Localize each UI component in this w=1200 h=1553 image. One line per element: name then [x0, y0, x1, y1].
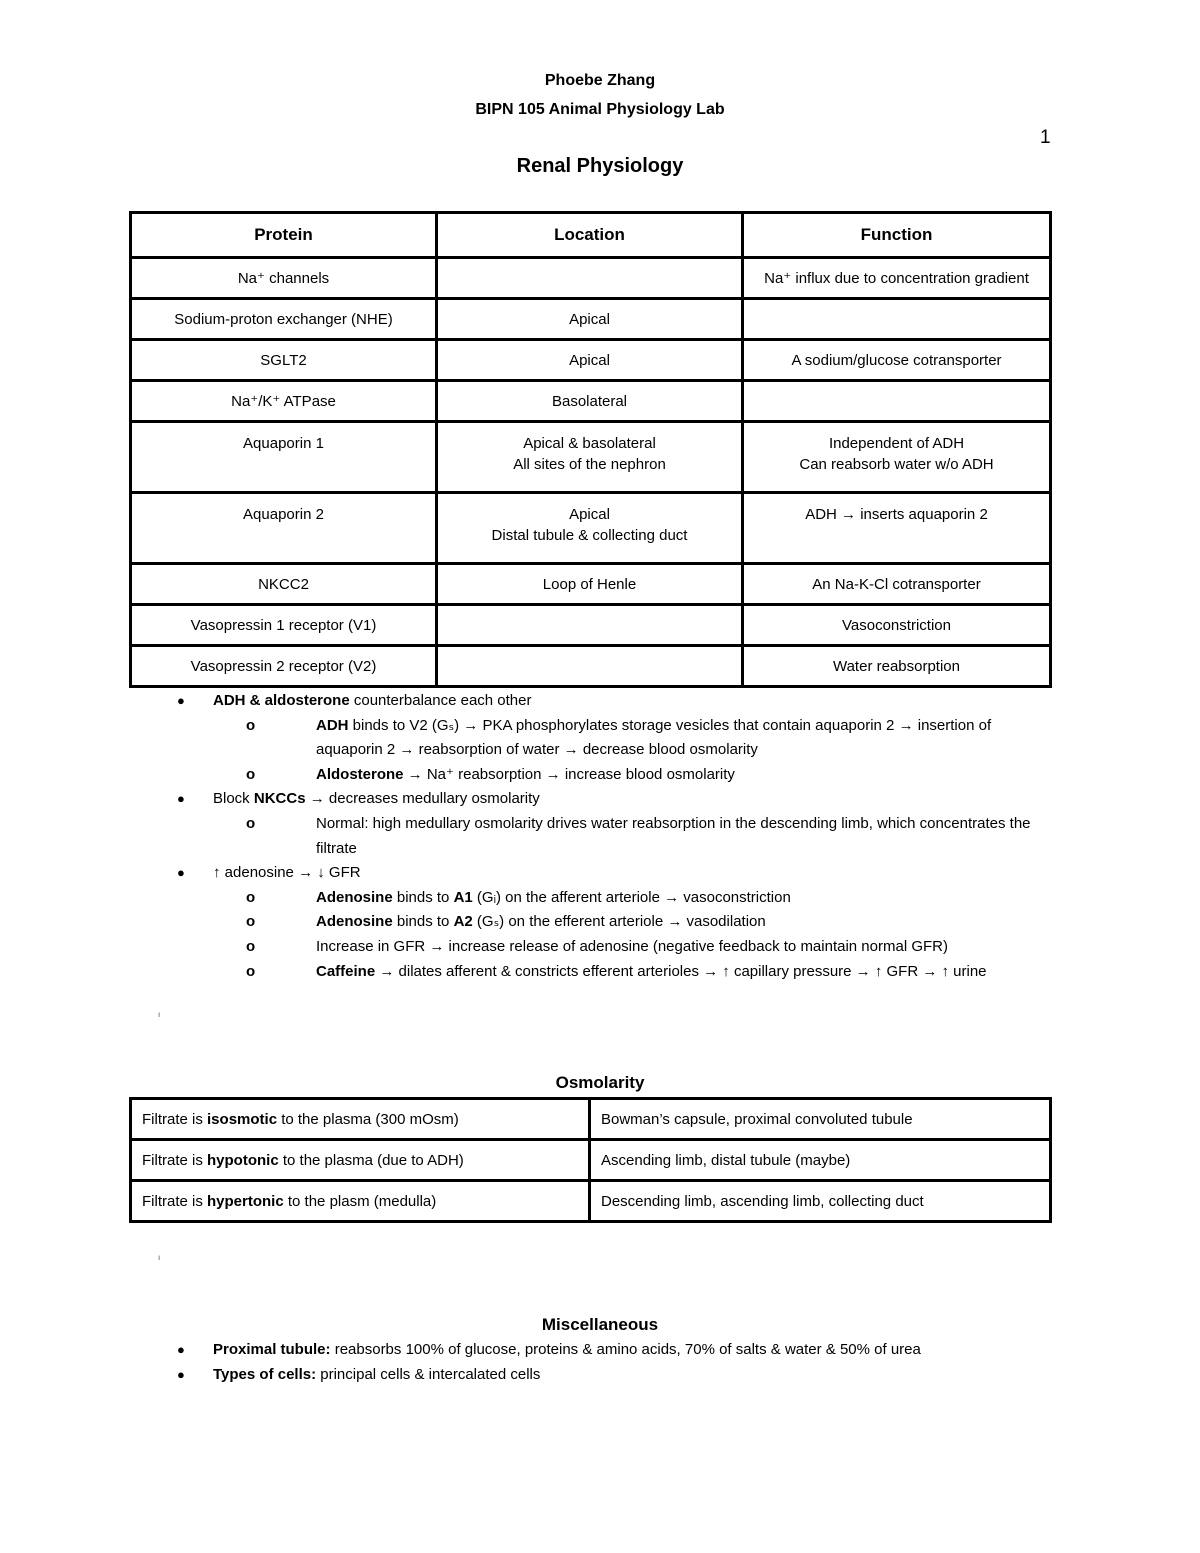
- author-name: Phoebe Zhang: [544, 72, 656, 89]
- misc-text: principal cells & intercalated cells: [316, 1365, 541, 1383]
- list-item: [246, 935, 1050, 960]
- location-line-1: Apical: [569, 506, 610, 523]
- location-cell: Bowman’s capsule, proximal convoluted tubule: [590, 1099, 1051, 1140]
- note-text: counterbalance each other: [349, 692, 532, 709]
- note-text: Block: [213, 790, 254, 808]
- page-number: 1: [1040, 127, 1051, 148]
- stray-mark: ı: [158, 1010, 161, 1019]
- table-row: [131, 299, 1051, 340]
- note-bold: A1: [453, 888, 473, 906]
- note-text: Increase in GFR → increase release of adenosine (negative feedback to maintain normal GFR): [316, 937, 948, 955]
- function-cell: An Na-K-Cl cotransporter: [743, 564, 1051, 605]
- list-item: [246, 812, 1050, 861]
- location-cell: [437, 422, 743, 493]
- misc-list: [180, 1338, 1050, 1387]
- list-item: [246, 886, 1050, 911]
- location-cell: Descending limb, ascending limb, collecting duct: [590, 1181, 1051, 1222]
- table-row: [131, 1099, 1051, 1140]
- function-cell: [743, 422, 1051, 493]
- function-cell: Water reabsorption: [743, 646, 1051, 687]
- note-bold: NKCCs: [253, 790, 306, 808]
- condition-text: Filtrate is: [142, 1192, 208, 1210]
- page-title: Renal Physiology: [516, 155, 684, 177]
- note-text: binds to: [392, 913, 454, 931]
- note-text: → Na⁺ reabsorption → increase blood osmolarity: [403, 765, 735, 783]
- table-row: [131, 605, 1051, 646]
- location-cell: Ascending limb, distal tubule (maybe): [590, 1140, 1051, 1181]
- stray-mark: ı: [158, 1253, 161, 1262]
- protein-cell: Aquaporin 2: [131, 493, 437, 564]
- protein-cell: Na⁺/K⁺ ATPase: [131, 381, 437, 422]
- list-item: [180, 861, 1050, 984]
- sub-list: [213, 812, 1050, 861]
- protein-cell: Na⁺ channels: [131, 258, 437, 299]
- misc-bold: Proximal tubule:: [213, 1341, 331, 1358]
- condition-text: to the plasma (300 mOsm): [277, 1110, 459, 1128]
- condition-bold: hypertonic: [207, 1192, 284, 1210]
- protein-table: [129, 211, 1052, 688]
- osmolarity-title: Osmolarity: [555, 1073, 645, 1092]
- note-text: (Gₛ) on the efferent arteriole → vasodilation: [472, 913, 766, 931]
- location-cell: Apical: [437, 340, 743, 381]
- function-cell: [743, 299, 1051, 340]
- misc-bold: Types of cells:: [213, 1365, 317, 1383]
- location-line-2: All sites of the nephron: [513, 456, 666, 473]
- location-cell: [437, 646, 743, 687]
- table-header-row: [131, 213, 1051, 258]
- column-header-location: Location: [437, 213, 743, 258]
- misc-text: reabsorbs 100% of glucose, proteins & amino acids, 70% of salts & water & 50% of urea: [330, 1341, 921, 1358]
- location-line-1: Apical & basolateral: [523, 435, 656, 452]
- list-item: [246, 910, 1050, 935]
- condition-text: Filtrate is: [142, 1151, 208, 1169]
- protein-cell: Sodium-proton exchanger (NHE): [131, 299, 437, 340]
- function-cell: Na⁺ influx due to concentration gradient: [743, 258, 1051, 299]
- note-bold: Caffeine: [316, 962, 376, 980]
- table-row: [131, 381, 1051, 422]
- note-bold: Aldosterone: [316, 765, 404, 783]
- location-cell: Loop of Henle: [437, 564, 743, 605]
- protein-cell: SGLT2: [131, 340, 437, 381]
- table-row: [131, 564, 1051, 605]
- function-cell: [743, 381, 1051, 422]
- note-text: Normal: high medullary osmolarity drives water reabsorption in the descending limb, which concentrates the filtrate: [316, 814, 1031, 857]
- location-cell: Apical: [437, 299, 743, 340]
- location-cell: Basolateral: [437, 381, 743, 422]
- column-header-function: Function: [743, 213, 1051, 258]
- list-item: [180, 1363, 1050, 1388]
- osmolarity-table: [129, 1097, 1052, 1223]
- function-line-1: ADH → inserts aquaporin 2: [805, 506, 988, 523]
- table-row: [131, 646, 1051, 687]
- note-bold: ADH: [316, 716, 349, 734]
- location-cell: [437, 258, 743, 299]
- table-row: [131, 258, 1051, 299]
- condition-text: to the plasma (due to ADH): [278, 1151, 464, 1169]
- condition-text: Filtrate is: [142, 1110, 208, 1128]
- notes-list: [180, 689, 1050, 984]
- function-cell: Vasoconstriction: [743, 605, 1051, 646]
- table-row: [131, 1140, 1051, 1181]
- location-cell: [437, 493, 743, 564]
- note-text: → dilates afferent & constricts efferent arterioles → ↑ capillary pressure → ↑ GFR → ↑ urine: [375, 962, 987, 980]
- location-line-2: Distal tubule & collecting duct: [491, 527, 688, 544]
- protein-cell: Vasopressin 1 receptor (V1): [131, 605, 437, 646]
- table-row: [131, 493, 1051, 564]
- list-item: [180, 787, 1050, 861]
- condition-cell: [131, 1140, 590, 1181]
- condition-cell: [131, 1181, 590, 1222]
- note-text: (Gᵢ) on the afferent arteriole → vasoconstriction: [472, 888, 791, 906]
- course-name: BIPN 105 Animal Physiology Lab: [475, 101, 725, 118]
- note-text: → decreases medullary osmolarity: [305, 790, 540, 808]
- note-bold: Adenosine: [316, 913, 393, 931]
- protein-cell: Vasopressin 2 receptor (V2): [131, 646, 437, 687]
- list-item: [180, 689, 1050, 787]
- list-item: [246, 960, 1050, 985]
- note-bold: ADH & aldosterone: [213, 692, 350, 709]
- condition-cell: [131, 1099, 590, 1140]
- function-cell: [743, 493, 1051, 564]
- note-bold: Adenosine: [316, 888, 393, 906]
- list-item: [246, 763, 1050, 788]
- table-row: [131, 1181, 1051, 1222]
- protein-cell: NKCC2: [131, 564, 437, 605]
- condition-bold: hypotonic: [207, 1151, 279, 1169]
- function-line-2: Can reabsorb water w/o ADH: [799, 456, 994, 473]
- column-header-protein: Protein: [131, 213, 437, 258]
- note-text: ↑ adenosine → ↓ GFR: [213, 864, 361, 882]
- misc-title: Miscellaneous: [541, 1315, 659, 1334]
- table-row: [131, 422, 1051, 493]
- location-cell: [437, 605, 743, 646]
- protein-cell: Aquaporin 1: [131, 422, 437, 493]
- note-text: binds to V2 (Gₛ) → PKA phosphorylates storage vesicles that contain aquaporin 2 → insertion of aquaporin 2 → reabsorption of water → decrease blood osmolarity: [316, 716, 992, 759]
- note-text: binds to: [392, 888, 454, 906]
- function-line-1: Independent of ADH: [828, 435, 965, 452]
- condition-bold: isosmotic: [207, 1110, 278, 1128]
- function-cell: A sodium/glucose cotransporter: [743, 340, 1051, 381]
- sub-list: [213, 714, 1050, 788]
- sub-list: [213, 886, 1050, 984]
- list-item: [246, 714, 1050, 763]
- table-row: [131, 340, 1051, 381]
- note-bold: A2: [453, 913, 473, 931]
- condition-text: to the plasm (medulla): [283, 1192, 437, 1210]
- list-item: [180, 1338, 1050, 1363]
